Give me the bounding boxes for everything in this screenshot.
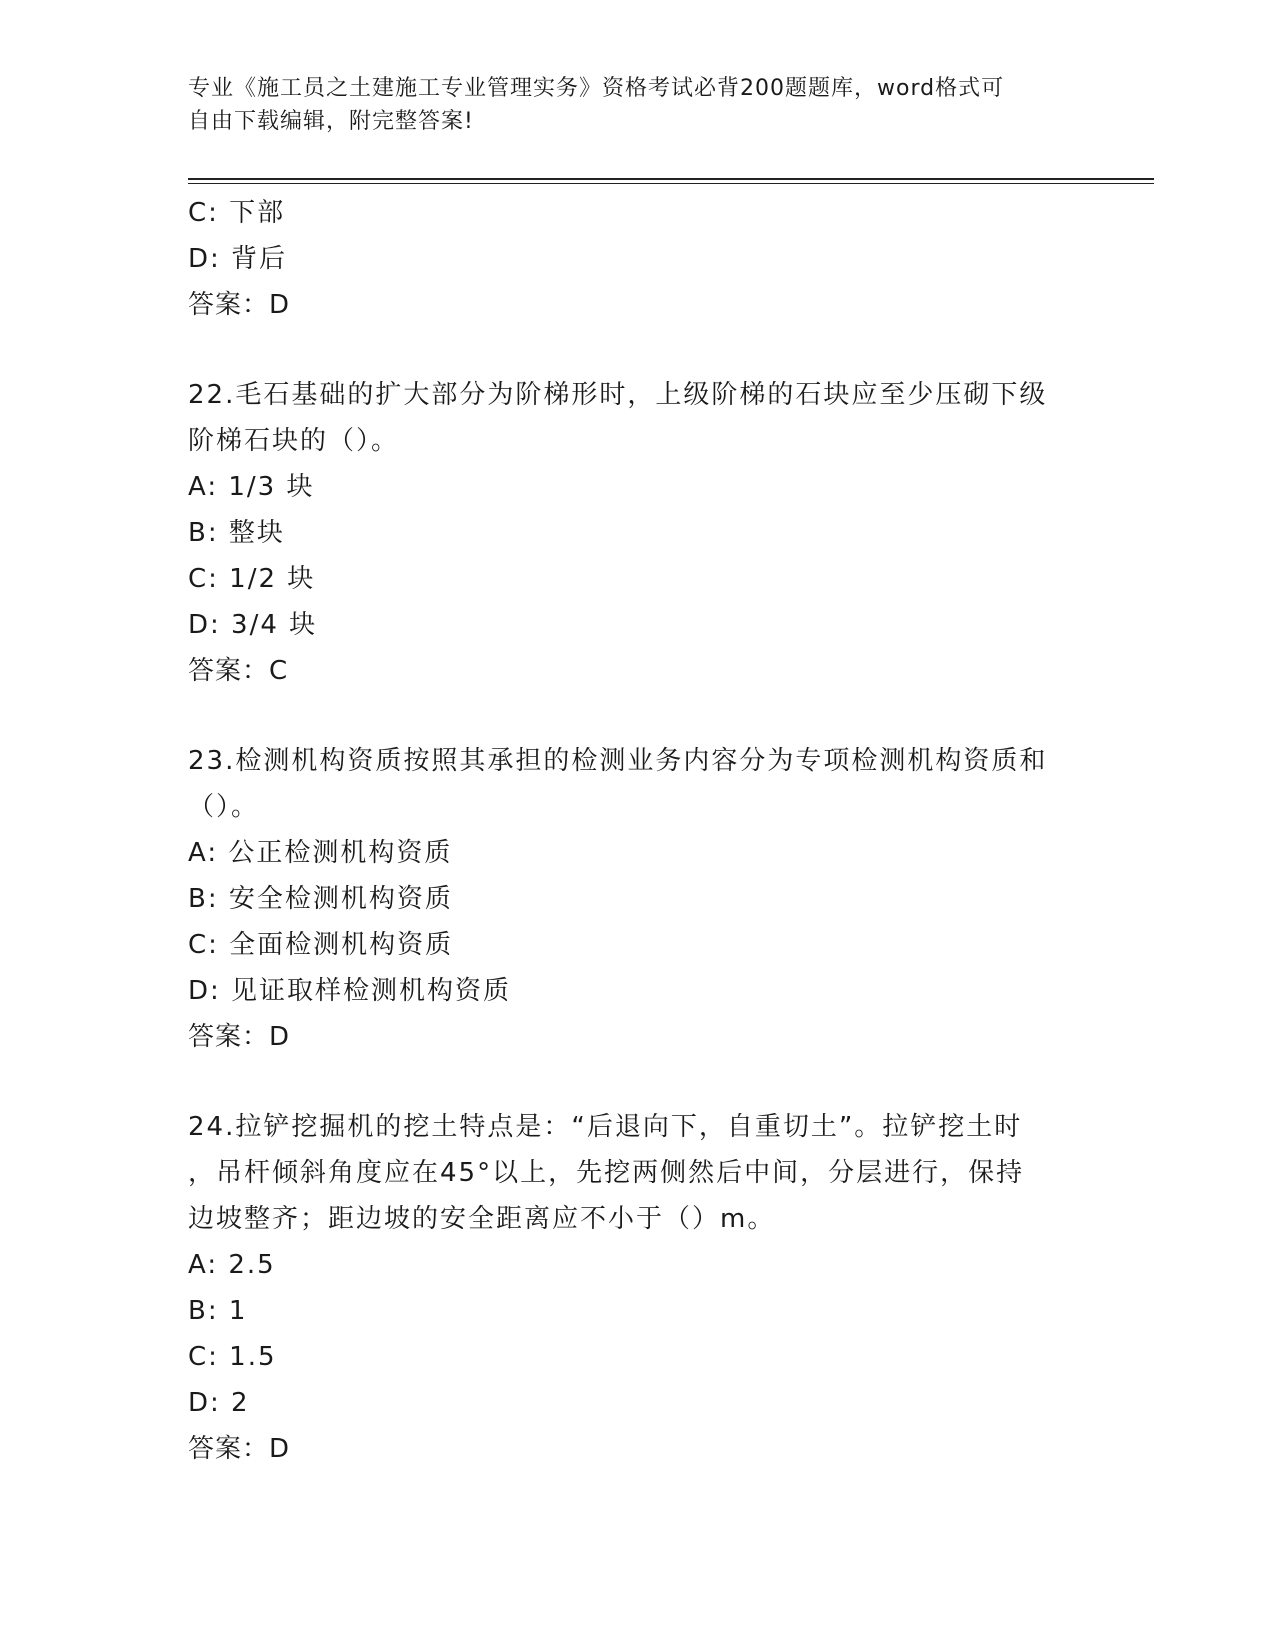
option-b: B: 整块 — [188, 518, 285, 548]
question-23 — [188, 738, 1088, 1060]
option-a: A: 2.5 — [188, 1250, 276, 1280]
spacer — [188, 694, 1088, 738]
option-c: C: 1/2 块 — [188, 564, 316, 594]
question-21-tail — [188, 190, 1088, 328]
question-22 — [188, 372, 1088, 694]
header-line-2: 自由下载编辑，附完整答案! — [188, 109, 474, 134]
question-text-line: 22.毛石基础的扩大部分为阶梯形时，上级阶梯的石块应至少压砌下级 — [188, 380, 1048, 410]
question-text-line: ，吊杆倾斜角度应在45°以上，先挖两侧然后中间，分层进行，保持 — [188, 1158, 1025, 1188]
answer-line: 答案：D — [188, 1434, 291, 1464]
header-line-1: 专业《施工员之土建施工专业管理实务》资格考试必背200题题库，word格式可 — [188, 76, 1005, 101]
answer-line: 答案：D — [188, 1022, 291, 1052]
option-b: B: 安全检测机构资质 — [188, 884, 453, 914]
question-text-line: 24.拉铲挖掘机的挖土特点是：“后退向下，自重切土”。拉铲挖土时 — [188, 1112, 1023, 1142]
answer-line: 答案：D — [188, 290, 291, 320]
question-content — [188, 190, 1088, 1472]
option-d: D: 背后 — [188, 244, 288, 274]
question-24 — [188, 1104, 1088, 1472]
answer-line: 答案：C — [188, 656, 289, 686]
question-text-line: 23.检测机构资质按照其承担的检测业务内容分为专项检测机构资质和 — [188, 746, 1048, 776]
spacer — [188, 1060, 1088, 1104]
option-d: D: 见证取样检测机构资质 — [188, 976, 512, 1006]
option-c: C: 1.5 — [188, 1342, 277, 1372]
option-a: A: 公正检测机构资质 — [188, 838, 453, 868]
option-d: D: 2 — [188, 1388, 250, 1418]
option-d: D: 3/4 块 — [188, 610, 318, 640]
header-rule-thick — [188, 178, 1154, 180]
option-a: A: 1/3 块 — [188, 472, 315, 502]
header-rule-thin — [188, 183, 1154, 184]
question-text-line: （）。 — [188, 792, 260, 822]
spacer — [188, 328, 1088, 372]
option-c: C: 下部 — [188, 198, 286, 228]
option-c: C: 全面检测机构资质 — [188, 930, 454, 960]
question-text-line: 阶梯石块的（）。 — [188, 426, 400, 456]
document-header — [188, 72, 1088, 138]
question-text-line: 边坡整齐；距边坡的安全距离应不小于（）m。 — [188, 1204, 776, 1234]
option-b: B: 1 — [188, 1296, 248, 1326]
